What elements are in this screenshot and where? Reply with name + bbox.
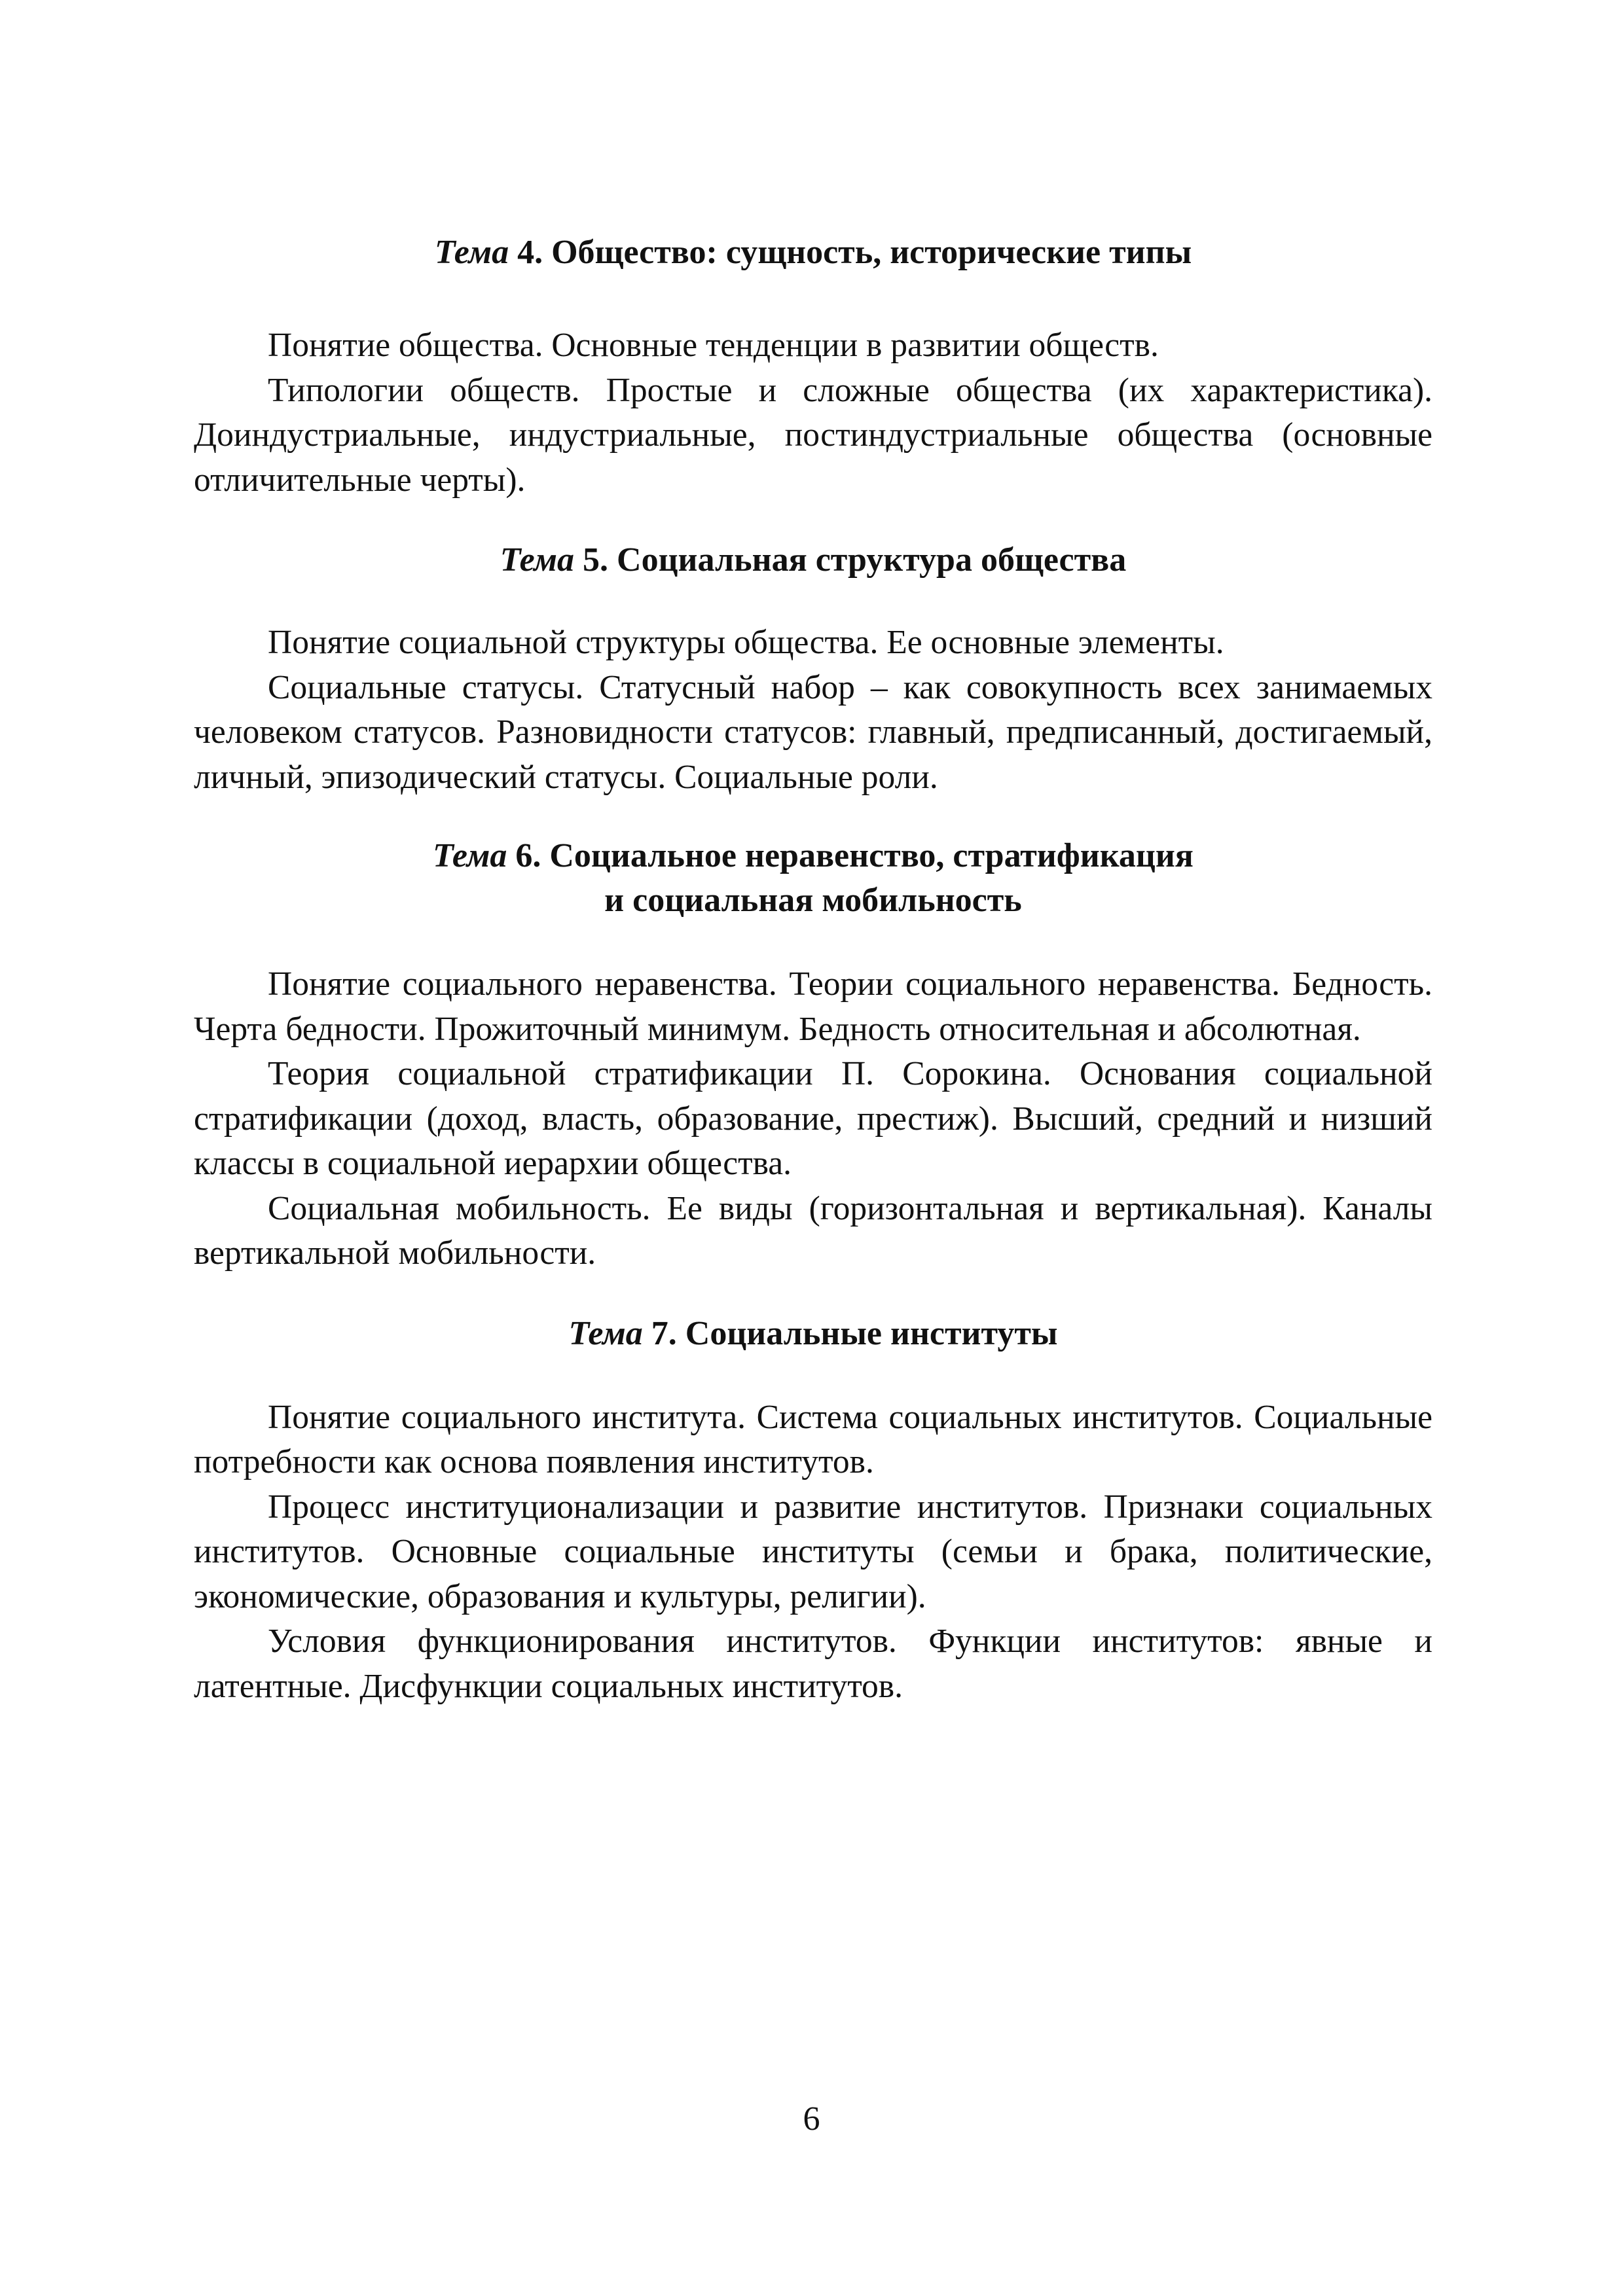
topic-label: Тема	[433, 837, 507, 874]
paragraph: Понятие общества. Основные тенденции в развитии обществ.	[268, 327, 1159, 364]
topic-label: Тема	[434, 234, 509, 271]
topic-title-text: Социальная структура общества	[617, 541, 1127, 579]
topic-6	[194, 834, 1432, 1276]
topic-title-text-line2: и социальная мобильность	[604, 882, 1022, 919]
topic-number: 6.	[515, 837, 541, 874]
topic-7-body	[194, 1395, 1432, 1710]
topic-4-title	[194, 230, 1432, 275]
paragraph: Понятие социальной структуры общества. Ее основные элементы.	[268, 624, 1224, 661]
topic-title-text: Общество: сущность, исторические типы	[551, 234, 1192, 271]
paragraph: Понятие социального института. Система социальных институтов. Социальные потребности как основа появления институтов.	[194, 1398, 1432, 1480]
paragraph: Социальные статусы. Статусный набор – как совокупность всех занимаемых человеком статусов. Разновидности статусов: главный, предписанный, достигаемый, личный, эпизодический статусы. Социальные роли.	[194, 668, 1432, 796]
topic-number: 4.	[517, 234, 543, 271]
paragraph: Условия функционирования институтов. Функции институтов: явные и латентные. Дисфункции социальных институтов.	[194, 1623, 1432, 1705]
topic-4	[194, 230, 1432, 503]
topic-number: 5.	[583, 541, 609, 579]
topic-label: Тема	[568, 1314, 643, 1352]
topic-4-body	[194, 323, 1432, 503]
topic-number: 7.	[651, 1314, 677, 1352]
topic-7	[194, 1312, 1432, 1710]
paragraph: Теория социальной стратификации П. Сорокина. Основания социальной стратификации (доход, власть, образование, престиж). Высший, средний и низший классы в социальной иерархии общества.	[194, 1055, 1432, 1182]
topic-title-text: Социальные институты	[685, 1314, 1058, 1352]
paragraph: Типологии обществ. Простые и сложные общества (их характеристика). Доиндустриальные, индустриальные, постиндустриальные общества (основные отличительные черты).	[194, 371, 1432, 499]
topic-5-title	[194, 538, 1432, 583]
page-number: 6	[803, 2100, 820, 2138]
topic-5-body	[194, 620, 1432, 800]
paragraph: Понятие социального неравенства. Теории социального неравенства. Бедность. Черта бедности. Прожиточный минимум. Бедность относительная и абсолютная.	[194, 965, 1432, 1048]
topic-6-body	[194, 962, 1432, 1276]
topic-6-title	[194, 834, 1432, 923]
document-page	[194, 230, 1432, 1709]
topic-title-text: Социальное неравенство, стратификация	[549, 837, 1194, 874]
topic-5	[194, 538, 1432, 800]
topic-7-title	[194, 1312, 1432, 1356]
topic-label: Тема	[500, 541, 575, 579]
paragraph: Социальная мобильность. Ее виды (горизонтальная и вертикальная). Каналы вертикальной мобильности.	[194, 1189, 1432, 1272]
paragraph: Процесс институционализации и развитие институтов. Признаки социальных институтов. Основные социальные институты (семьи и брака, политические, экономические, образования и культуры, религии).	[194, 1488, 1432, 1615]
